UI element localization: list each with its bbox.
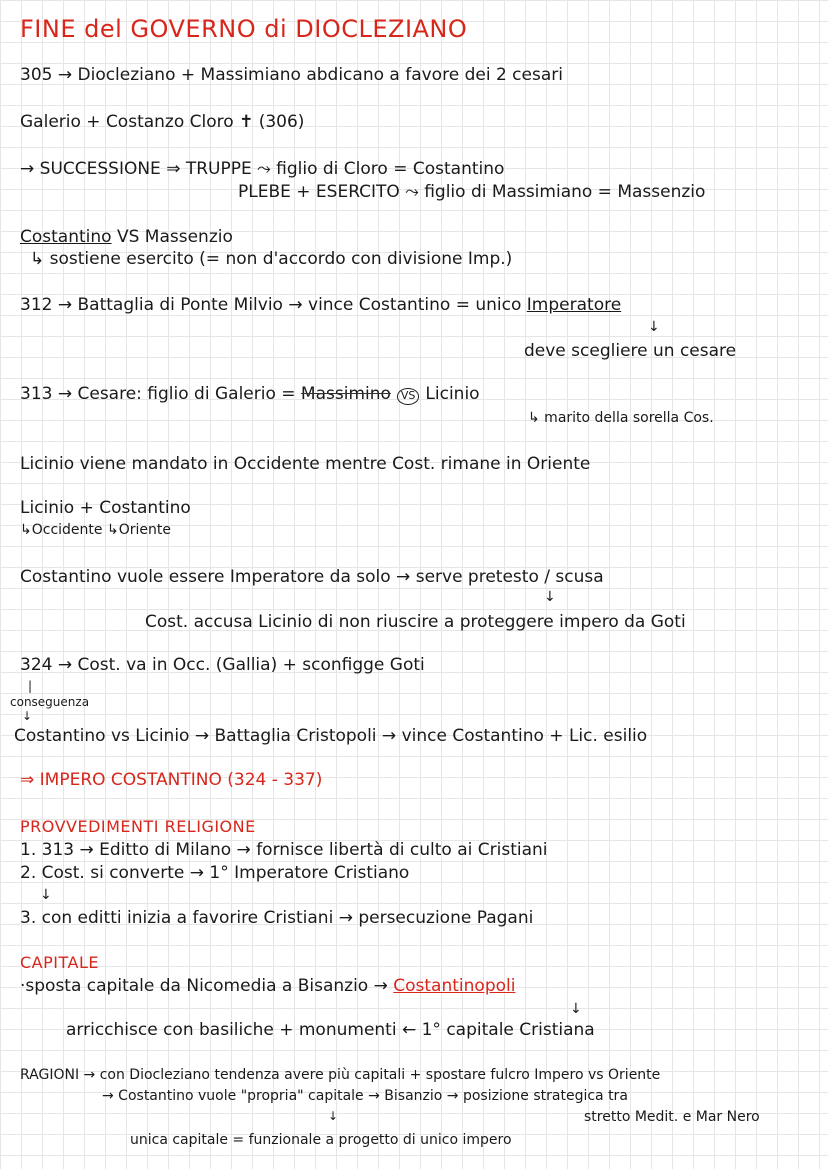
costantinopoli: Costantinopoli bbox=[393, 976, 516, 996]
note-conseguenza: conseguenza bbox=[10, 695, 90, 709]
note-sostiene: ↳ sostiene esercito (= non d'accordo con divisione Imp.) bbox=[30, 249, 513, 269]
arrow-down-icon: ↓ bbox=[40, 887, 52, 903]
sposta-text: ·sposta capitale da Nicomedia a Bisanzio → bbox=[20, 976, 394, 996]
note-arricchisce: arricchisce con basiliche + monumenti ← 1° capitale Cristiana bbox=[66, 1020, 595, 1040]
note-accusa: Cost. accusa Licinio di non riuscire a proteggere impero da Goti bbox=[145, 612, 686, 632]
note-deve-scegliere: deve scegliere un cesare bbox=[524, 341, 737, 361]
note-sposta-capitale bbox=[20, 977, 515, 997]
arrow-down-icon: ↓ bbox=[570, 1001, 582, 1017]
note-305: 305 → Diocleziano + Massimiano abdicano a favore dei 2 cesari bbox=[20, 65, 563, 85]
note-313 bbox=[20, 385, 480, 405]
note-vuole-imperatore: Costantino vuole essere Imperatore da solo → serve pretesto / scusa bbox=[20, 567, 604, 587]
note-324: 324 → Cost. va in Occ. (Gallia) + sconfigge Goti bbox=[20, 655, 425, 675]
note-occidente-oriente: ↳Occidente ↳Oriente bbox=[20, 522, 171, 538]
vs-massenzio: VS Massenzio bbox=[111, 227, 233, 247]
battaglia-ponte-milvio: 312 → Battaglia di Ponte Milvio → vince Costantino = unico bbox=[20, 295, 527, 315]
note-312 bbox=[20, 296, 621, 316]
note-plebe: PLEBE + ESERCITO ⤳ figlio di Massimiano = Massenzio bbox=[238, 182, 706, 202]
note-costantino-vs-massenzio bbox=[20, 228, 233, 248]
licinio: Licinio bbox=[425, 384, 480, 404]
vs-circle-icon: VS bbox=[397, 388, 420, 405]
note-marito: ↳ marito della sorella Cos. bbox=[528, 410, 714, 426]
note-successione: → SUCCESSIONE ⇒ TRUPPE ⤳ figlio di Cloro = Costantino bbox=[20, 159, 505, 179]
arrow-down-icon: ↓ bbox=[328, 1109, 339, 1123]
note-licinio-costantino: Licinio + Costantino bbox=[20, 498, 191, 518]
note-impero-costantino: ⇒ IMPERO COSTANTINO (324 - 337) bbox=[20, 770, 323, 790]
arrow-down-icon: ↓ bbox=[544, 589, 556, 605]
note-cristopoli: Costantino vs Licinio → Battaglia Cristopoli → vince Costantino + Lic. esilio bbox=[14, 726, 648, 746]
page-title: FINE del GOVERNO di DIOCLEZIANO bbox=[20, 15, 468, 43]
arrow-down-icon: ↓ bbox=[22, 709, 33, 723]
note-ragioni-2: → Costantino vuole "propria" capitale → Bisanzio → posizione strategica tra bbox=[102, 1088, 628, 1104]
heading-capitale: CAPITALE bbox=[20, 953, 99, 972]
costantino-underlined: Costantino bbox=[20, 227, 112, 247]
massimino-crossed: Massimino bbox=[300, 384, 391, 404]
note-p2: 2. Cost. si converte → 1° Imperatore Cristiano bbox=[20, 863, 410, 883]
cesare-figlio-galerio: 313 → Cesare: figlio di Galerio = bbox=[20, 384, 301, 404]
heading-provvedimenti: PROVVEDIMENTI RELIGIONE bbox=[20, 817, 256, 836]
note-licinio-mandato: Licinio viene mandato in Occidente mentre Cost. rimane in Oriente bbox=[20, 454, 591, 474]
note-p1: 1. 313 → Editto di Milano → fornisce libertà di culto ai Cristiani bbox=[20, 840, 548, 860]
note-p3: 3. con editti inizia a favorire Cristiani → persecuzione Pagani bbox=[20, 908, 534, 928]
arrow-down-icon: ↓ bbox=[648, 319, 660, 335]
connector-line-icon: | bbox=[28, 679, 33, 693]
note-ragioni-1: RAGIONI → con Diocleziano tendenza avere più capitali + spostare fulcro Impero vs Oriente bbox=[20, 1067, 661, 1083]
note-galerio: Galerio + Costanzo Cloro ✝ (306) bbox=[20, 112, 305, 132]
note-stretto: stretto Medit. e Mar Nero bbox=[584, 1109, 760, 1125]
note-unica-capitale: unica capitale = funzionale a progetto di unico impero bbox=[130, 1132, 512, 1148]
unico-imperatore: Imperatore bbox=[526, 295, 622, 315]
